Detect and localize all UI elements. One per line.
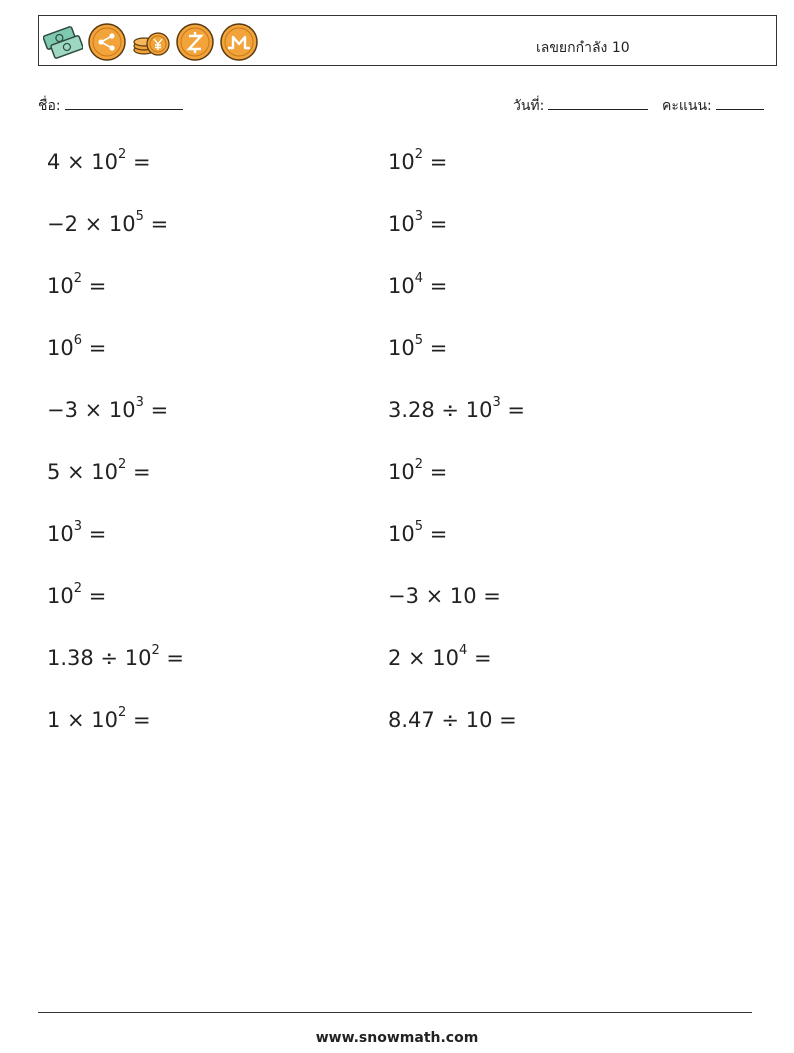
problem-left-10: $1 \times 10^2$ = xyxy=(47,705,151,732)
problem-right-6: $10^2$ = xyxy=(388,457,448,484)
coin-stack-icon xyxy=(131,22,171,62)
problem-left-2: $-2 \times 10^5$ = xyxy=(47,209,169,236)
problem-right-10: 8.47 ÷ 10 = xyxy=(388,708,517,732)
score-label: คะแนน: xyxy=(662,98,712,114)
problem-right-7: $10^5$ = xyxy=(388,519,448,546)
problem-left-8: $10^2$ = xyxy=(47,581,107,608)
date-label: วันที่: xyxy=(513,98,545,114)
name-field[interactable] xyxy=(38,95,183,117)
money-bills-icon xyxy=(43,22,83,62)
problem-right-3: $10^4$ = xyxy=(388,271,448,298)
date-field[interactable] xyxy=(513,95,648,117)
share-coin-icon xyxy=(87,22,127,62)
problem-left-1: $4 \times 10^2$ = xyxy=(47,147,151,174)
problem-left-5: $-3 \times 10^3$ = xyxy=(47,395,169,422)
problem-left-3: $10^2$ = xyxy=(47,271,107,298)
worksheet-title: เลขยกกำลัง 10 xyxy=(536,40,630,56)
score-field[interactable] xyxy=(662,95,764,117)
footer-divider xyxy=(38,1012,752,1013)
score-line[interactable] xyxy=(716,95,764,110)
name-line[interactable] xyxy=(65,95,183,110)
problem-left-9: $1.38 \div 10^2$ = xyxy=(47,643,184,670)
monero-coin-icon xyxy=(219,22,259,62)
problem-right-2: $10^3$ = xyxy=(388,209,448,236)
footer-website: www.snowmath.com xyxy=(315,1030,479,1046)
name-label: ชื่อ: xyxy=(38,98,61,114)
problem-left-4: $10^6$ = xyxy=(47,333,107,360)
date-line[interactable] xyxy=(548,95,648,110)
header-icons xyxy=(43,21,259,63)
problem-right-5: $3.28 \div 10^3$ = xyxy=(388,395,525,422)
problem-left-7: $10^3$ = xyxy=(47,519,107,546)
problem-left-6: $5 \times 10^2$ = xyxy=(47,457,151,484)
problem-right-1: $10^2$ = xyxy=(388,147,448,174)
problem-right-9: $2 \times 10^4$ = xyxy=(388,643,492,670)
problem-right-8: −3 × 10 = xyxy=(388,584,501,608)
zcash-coin-icon xyxy=(175,22,215,62)
worksheet-header xyxy=(38,15,777,66)
problem-right-4: $10^5$ = xyxy=(388,333,448,360)
